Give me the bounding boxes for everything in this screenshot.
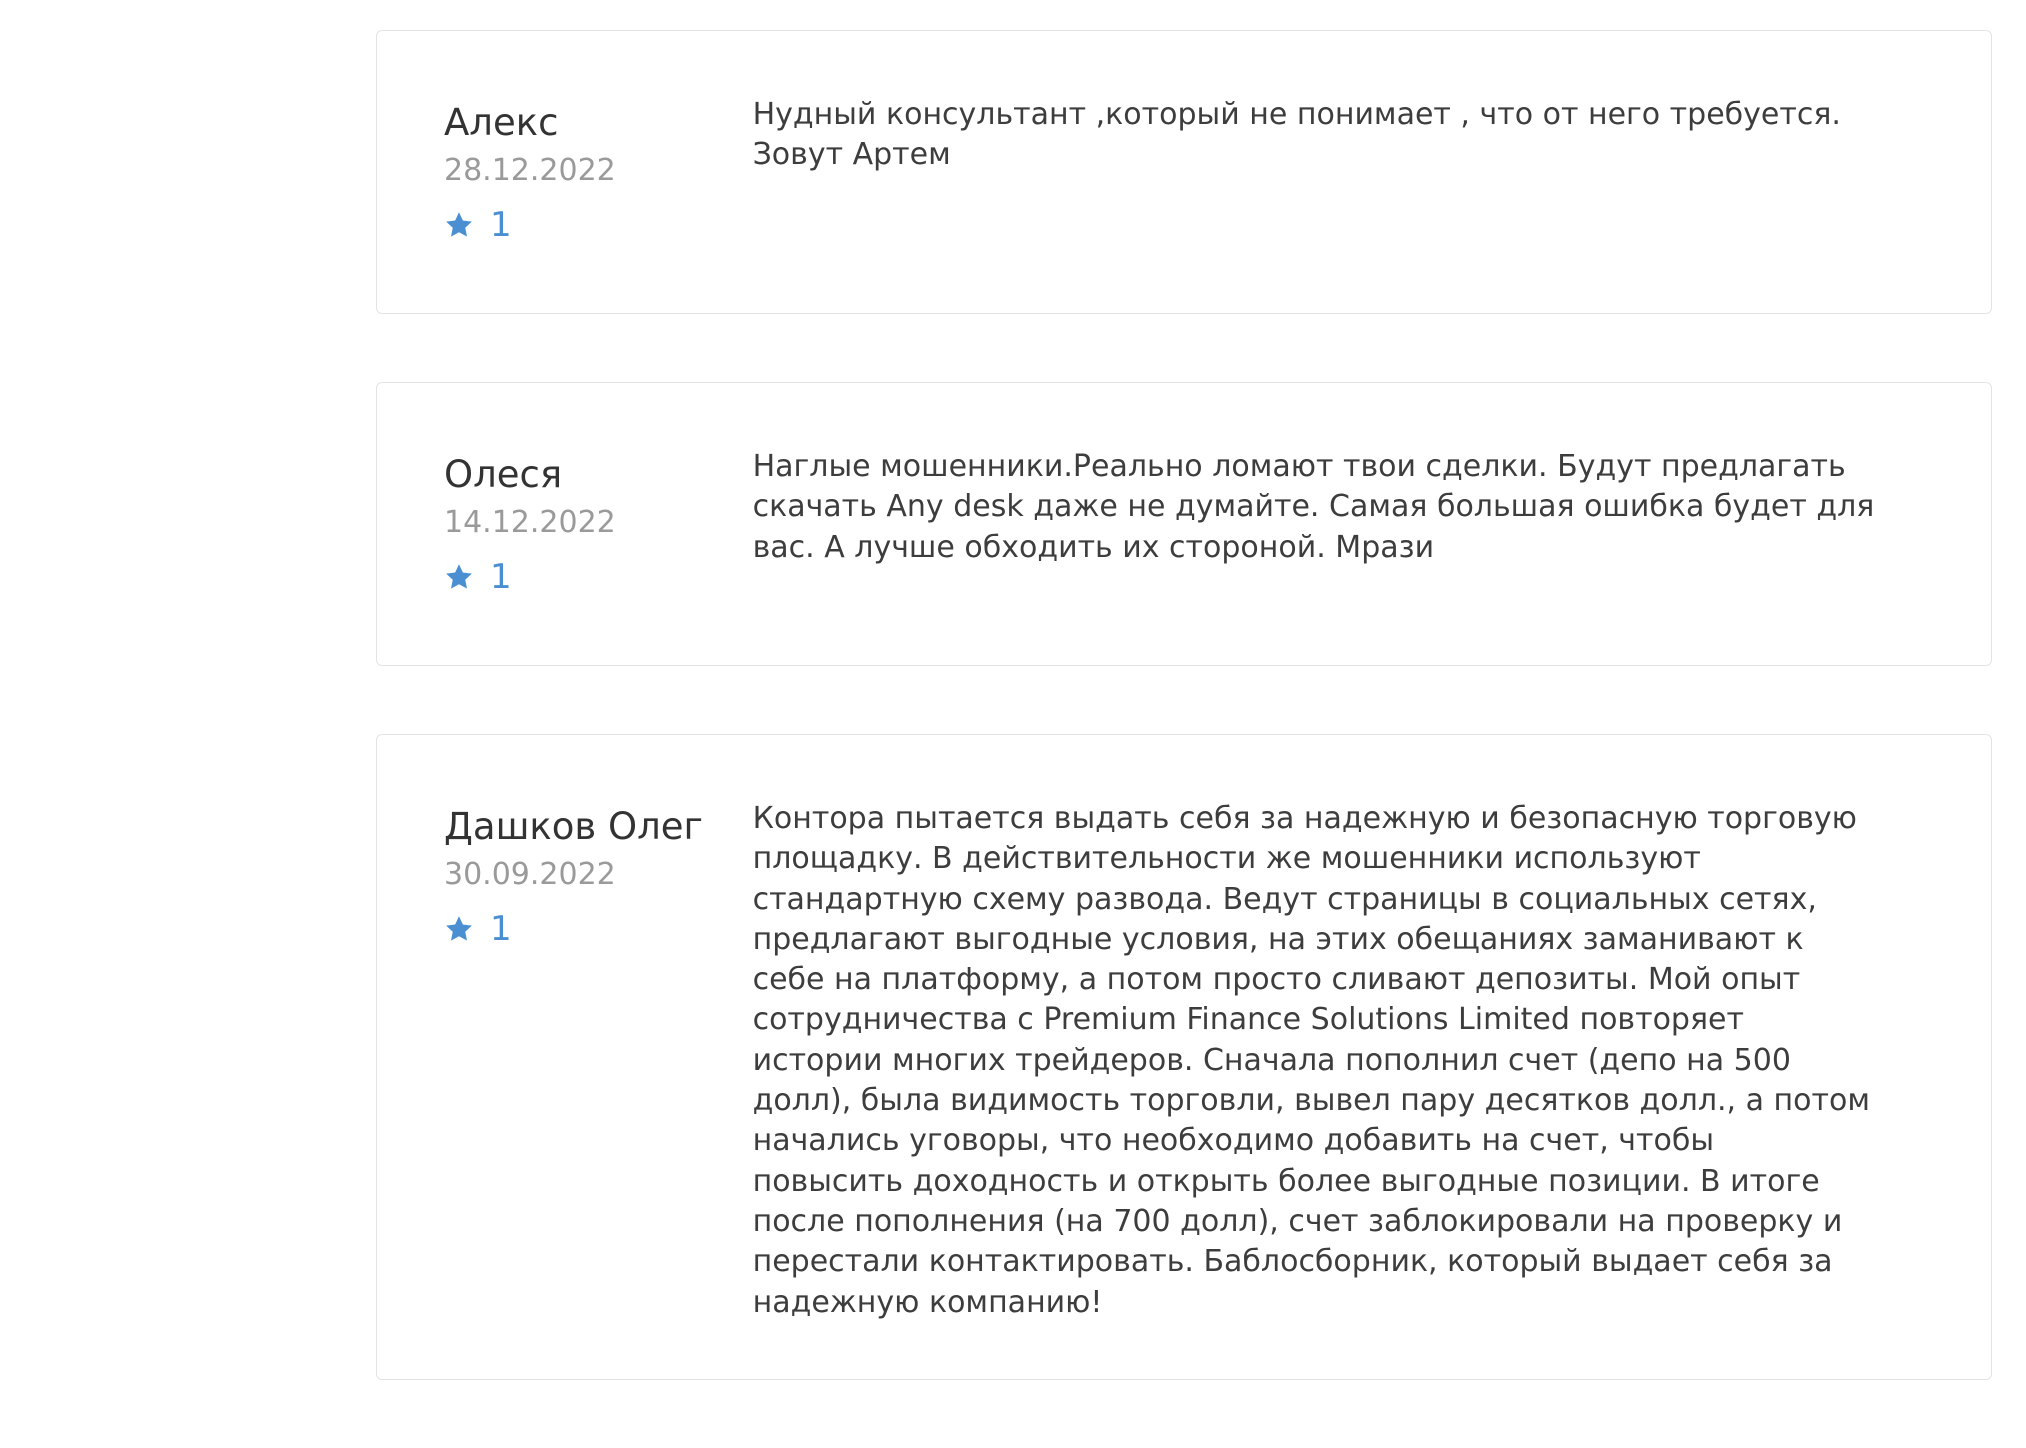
review-text: Нудный консультант ,который не понимает , что от него требуется. Зовут Артем [752,97,1841,173]
rating-value: 1 [490,205,512,245]
review-card [376,734,1992,1380]
star-icon [444,210,474,240]
rating-value: 1 [490,557,512,597]
review-meta [377,383,753,665]
review-date: 30.09.2022 [444,857,616,892]
review-author: Алекс [444,101,559,144]
review-meta [377,31,753,313]
review-text: Наглые мошенники.Реально ломают твои сделки. Будут предлагать скачать Any desk даже не думайте. Самая большая ошибка будет для вас. А лучше обходить их стороной. Мрази [752,449,1875,565]
review-text: Контора пытается выдать себя за надежную и безопасную торговую площадку. В действительности же мошенники используют стандартную схему развода. Ведут страницы в социальных сетях, предлагают выгодные условия, на этих обещаниях заманивают к себе на платформу, а потом просто сливают депозиты. Мой опыт сотрудничества с Premium Finance Solutions Limited повторяет истории многих трейдеров. Сначала пополнил счет (депо на 500 долл), была видимость торговли, вывел пару десятков долл., а потом начались уговоры, что необходимо добавить на счет, чтобы повысить доходность и открыть более выгодные позиции. В итоге после пополнения (на 700 долл), счет заблокировали на проверку и перестали контактировать. Баблосборник, который выдает себя за надежную компанию! [752,801,1870,1320]
review-date: 28.12.2022 [444,153,616,188]
review-author: Олеся [444,453,563,496]
star-icon [444,562,474,592]
star-icon [444,914,474,944]
review-author: Дашков Олег [444,805,703,848]
reviews-list [376,30,1992,1448]
review-meta [377,735,753,1379]
review-rating [444,205,753,245]
review-card [376,382,1992,666]
rating-value: 1 [490,909,512,949]
review-rating [444,909,753,949]
review-date: 14.12.2022 [444,505,616,540]
review-card [376,30,1992,314]
review-rating [444,557,753,597]
